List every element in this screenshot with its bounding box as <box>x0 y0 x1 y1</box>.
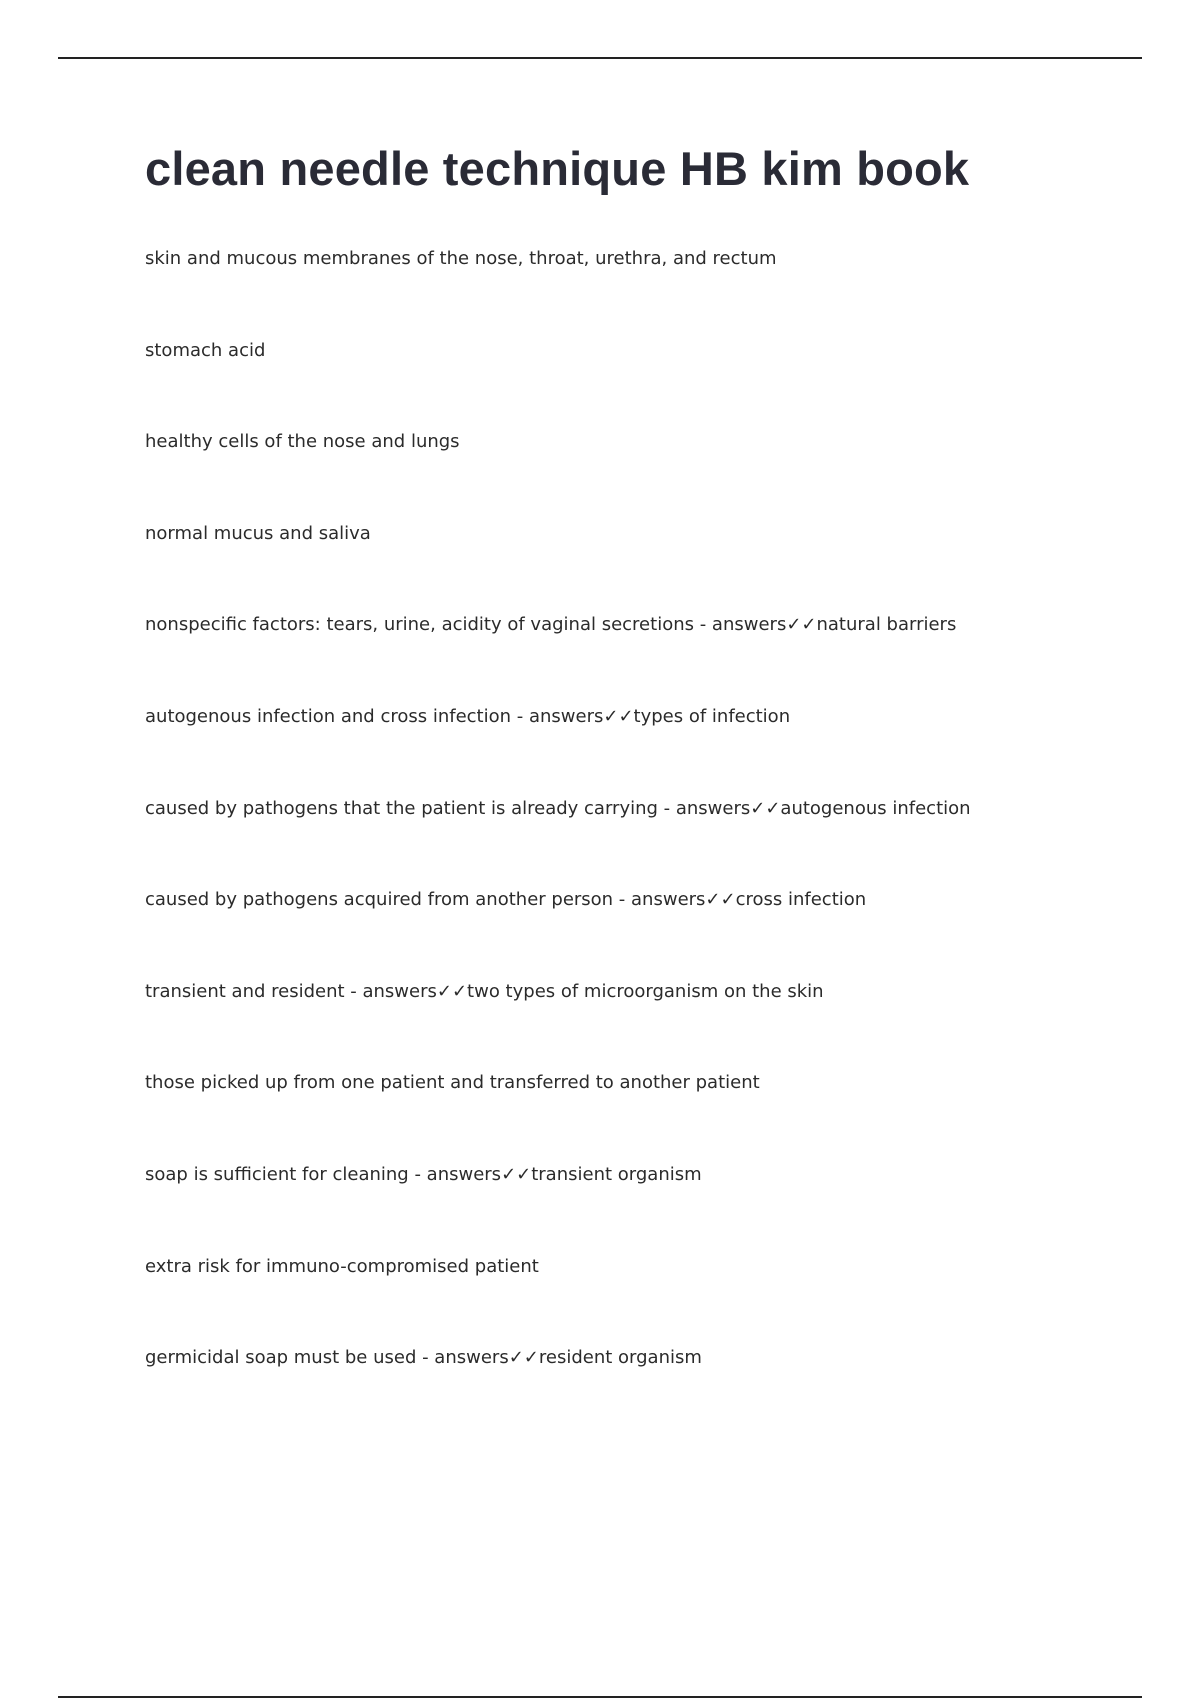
entry-line: stomach acid <box>145 339 266 361</box>
entry-line: caused by pathogens that the patient is already carrying - answers✓✓autogenous infection <box>145 797 971 819</box>
entry-line: skin and mucous membranes of the nose, throat, urethra, and rectum <box>145 248 777 269</box>
entry-line: germicidal soap must be used - answers✓✓resident organism <box>145 1347 702 1369</box>
entry-line: extra risk for immuno-compromised patient <box>145 1255 539 1277</box>
entry-line: autogenous infection and cross infection - answers✓✓types of infection <box>145 705 791 727</box>
top-rule <box>58 57 1142 59</box>
entry-line: nonspecific factors: tears, urine, acidity of vaginal secretions - answers✓✓natural barriers <box>145 614 957 636</box>
entry-line: healthy cells of the nose and lungs <box>145 431 460 453</box>
entry-line: caused by pathogens acquired from another person - answers✓✓cross infection <box>145 889 867 911</box>
entry-list <box>145 247 971 1438</box>
entry-line: soap is sufficient for cleaning - answers✓✓transient organism <box>145 1163 702 1185</box>
entry-line: transient and resident - answers✓✓two types of microorganism on the skin <box>145 980 824 1002</box>
entry-line: normal mucus and saliva <box>145 522 371 544</box>
document-title: clean needle technique HB kim book <box>145 142 970 195</box>
entry-line: those picked up from one patient and transferred to another patient <box>145 1072 760 1094</box>
bottom-rule <box>58 1696 1142 1698</box>
